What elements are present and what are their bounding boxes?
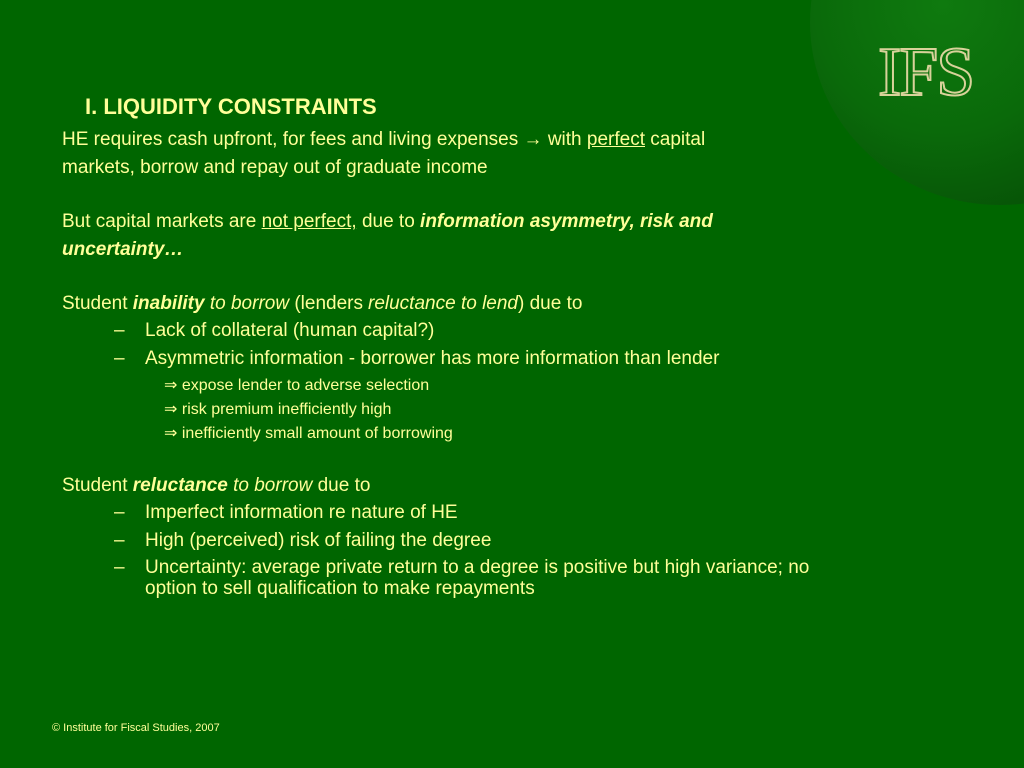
bullet-dash: – [114, 530, 125, 551]
p1-text-a: HE requires cash upfront, for fees and living expenses [62, 129, 519, 150]
p3-subbullet-2 [164, 399, 391, 419]
p1-perfect: perfect [586, 129, 645, 150]
p3-bullet-2: Asymmetric information - borrower has more information than lender [145, 348, 720, 369]
ifs-logo: IFS [878, 34, 974, 111]
p4-text-a: Student [62, 475, 128, 496]
p4-bullet-1: Imperfect information re nature of HE [145, 502, 458, 523]
p3-to-borrow: to borrow [209, 293, 290, 314]
p2-line1 [62, 211, 713, 233]
p3-heading [62, 293, 582, 315]
p3-subbullet-1 [164, 375, 429, 395]
slide-title: I. LIQUIDITY CONSTRAINTS [85, 94, 377, 119]
p2-text-a: But capital markets are [62, 211, 257, 232]
p3-reluctance-to-lend: reluctance to lend [368, 293, 518, 314]
bullet-dash: – [114, 557, 125, 578]
right-arrow-icon: → [523, 129, 543, 150]
p4-bullet-2: High (perceived) risk of failing the degree [145, 530, 492, 551]
subbullet-text: inefficiently small amount of borrowing [181, 425, 453, 442]
subbullet-text: risk premium inefficiently high [181, 401, 392, 418]
p4-text-b: due to [317, 475, 371, 496]
bullet-dash: – [114, 348, 125, 369]
p2-emphasis: information asymmetry, risk and [420, 211, 713, 232]
p3-text-a: Student [62, 293, 128, 314]
p1-text-c: capital [650, 129, 706, 150]
implies-icon: ⇒ [164, 401, 178, 418]
p3-text-c: ) due to [518, 293, 583, 314]
p2-line2: uncertainty… [62, 239, 184, 260]
copyright-footer: © Institute for Fiscal Studies, 2007 [52, 722, 220, 734]
p3-subbullet-3 [164, 423, 453, 443]
p4-bullet-3: Uncertainty: average private return to a degree is positive but high variance; no [145, 557, 810, 578]
p1-line2: markets, borrow and repay out of graduate income [62, 157, 488, 178]
p4-reluctance: reluctance [132, 475, 228, 496]
p2-not-perfect: not perfect, [261, 211, 357, 232]
implies-icon: ⇒ [164, 377, 178, 394]
p4-to-borrow: to borrow [233, 475, 313, 496]
p4-bullet-3-cont: option to sell qualification to make repayments [145, 578, 535, 599]
p2-text-b: due to [361, 211, 415, 232]
p3-bullet-1: Lack of collateral (human capital?) [145, 320, 435, 341]
p4-heading [62, 475, 370, 497]
subbullet-text: expose lender to adverse selection [181, 377, 430, 394]
implies-icon: ⇒ [164, 425, 178, 442]
p1-line1 [62, 129, 705, 151]
bullet-dash: – [114, 320, 125, 341]
bullet-dash: – [114, 502, 125, 523]
p3-inability: inability [132, 293, 205, 314]
p1-text-b: with [547, 129, 582, 150]
p3-text-b: (lenders [294, 293, 363, 314]
